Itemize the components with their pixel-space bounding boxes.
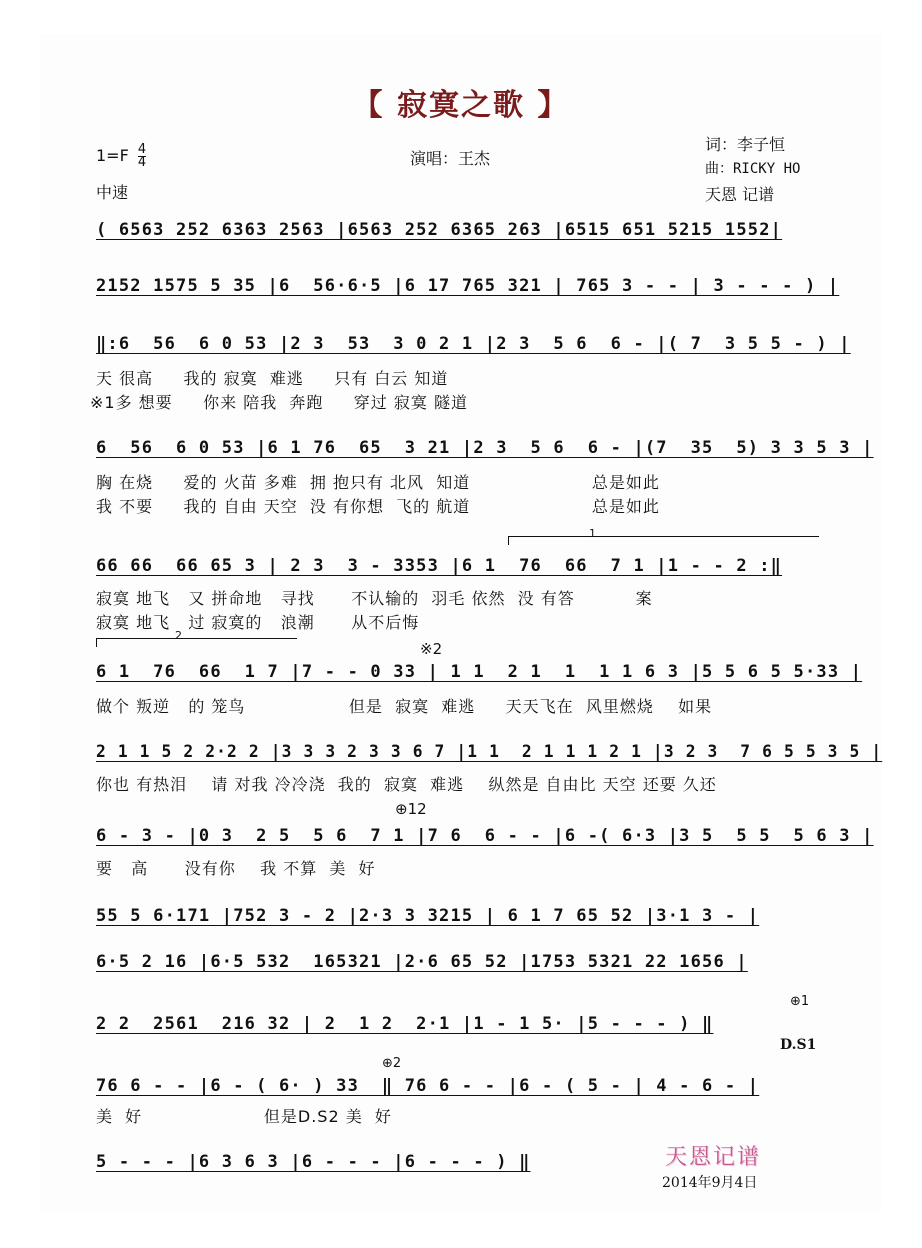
volta-2-label: 2 bbox=[175, 629, 182, 642]
lyric-line-3a: 天 很高 我的 寂寞 难逃 只有 白云 知道 bbox=[96, 369, 449, 388]
notation-line-8: 6 - 3 - |0 3 2 5 5 6 7 1 |7 6 6 - - |6 -( 6·3 |3 5 5 5 5 6 3 | bbox=[96, 826, 874, 846]
composer-credit: 曲：RICKY HO bbox=[705, 161, 801, 177]
lyric-line-4a: 胸 在烧 爱的 火苗 多难 拥 抱只有 北风 知道 总是如此 bbox=[96, 473, 660, 492]
dal-segno-1: D.S1 bbox=[780, 1037, 817, 1053]
scribe-credit: 天恩 记谱 bbox=[705, 185, 775, 204]
key-label: 1=F bbox=[96, 146, 129, 165]
scribe-stamp: 天恩记谱 bbox=[665, 1145, 762, 1170]
coda-2-mark: ⊕2 bbox=[382, 1056, 402, 1071]
singer-credit: 演唱：王杰 bbox=[410, 149, 491, 168]
key-signature bbox=[96, 144, 146, 169]
notation-line-5: 66 66 66 65 3 | 2 3 3 - 3353 |6 1 76 66 7 1 |1 - - 2 :‖ bbox=[96, 556, 783, 576]
lyric-line-5b: 寂寞 地飞 过 寂寞的 浪潮 从不后悔 bbox=[96, 613, 420, 632]
volta-bracket-1 bbox=[508, 527, 819, 545]
notation-line-1: ( 6563 252 6363 2563 |6563 252 6365 263 |6515 651 5215 1552| bbox=[96, 220, 783, 240]
volta-1-label: 1 bbox=[589, 527, 596, 540]
notation-line-9: 55 5 6·171 |752 3 - 2 |2·3 3 3215 | 6 1 7 65 52 |3·1 3 - | bbox=[96, 906, 760, 926]
notation-line-10: 6·5 2 16 |6·5 532 165321 |2·6 65 52 |1753 5321 22 1656 | bbox=[96, 952, 748, 972]
lyric-line-7: 你也 有热泪 请 对我 冷冷浇 我的 寂寞 难逃 纵然是 自由比 天空 还要 久还 bbox=[96, 775, 717, 794]
notation-line-6: 6 1 76 66 1 7 |7 - - 0 33 | 1 1 2 1 1 1 1 6 3 |5 5 6 5 5·33 | bbox=[96, 662, 863, 682]
coda-1-mark: ⊕1 bbox=[790, 994, 810, 1009]
lyric-line-3b: ※1多 想要 你来 陪我 奔跑 穿过 寂寞 隧道 bbox=[90, 393, 468, 412]
lyric-line-5a: 寂寞 地飞 又 拼命地 寻找 不认输的 羽毛 依然 没 有答 案 bbox=[96, 589, 653, 608]
lyric-line-6: 做个 叛逆 的 笼鸟 但是 寂寞 难逃 天天飞在 风里燃烧 如果 bbox=[96, 697, 713, 716]
segno-2-mark: ※2 bbox=[420, 640, 443, 658]
volta-bracket-2 bbox=[96, 629, 297, 647]
notation-line-3: ‖:6 56 6 0 53 |2 3 53 3 0 2 1 |2 3 5 6 6 - |( 7 3 5 5 - ) | bbox=[96, 334, 851, 354]
notation-line-2: 2152 1575 5 35 |6 56·6·5 |6 17 765 321 | 765 3 - - | 3 - - - ) | bbox=[96, 276, 840, 296]
notation-line-4: 6 56 6 0 53 |6 1 76 65 3 21 |2 3 5 6 6 - |(7 35 5) 3 3 5 3 | bbox=[96, 438, 874, 458]
date-label: 2014年9月4日 bbox=[662, 1175, 758, 1191]
notation-line-12: 76 6 - - |6 - ( 6· ) 33 ‖ 76 6 - - |6 - ( 5 - | 4 - 6 - | bbox=[96, 1076, 760, 1096]
notation-line-13: 5 - - - |6 3 6 3 |6 - - - |6 - - - ) ‖ bbox=[96, 1152, 531, 1172]
time-signature bbox=[138, 144, 146, 169]
coda-12-mark: ⊕12 bbox=[395, 800, 427, 818]
time-denominator: 4 bbox=[137, 155, 147, 170]
tempo-label: 中速 bbox=[96, 183, 129, 202]
time-numerator: 4 bbox=[137, 142, 147, 157]
lyric-line-12: 美 好 但是D.S2 美 好 bbox=[96, 1107, 392, 1126]
lyric-line-8: 要 高 没有你 我 不算 美 好 bbox=[96, 859, 376, 878]
notation-line-11: 2 2 2561 216 32 | 2 1 2 2·1 |1 - 1 5· |5 - - - ) ‖ bbox=[96, 1014, 714, 1034]
notation-line-7: 2 1 1 5 2 2·2 2 |3 3 3 2 3 3 6 7 |1 1 2 1 1 1 2 1 |3 2 3 7 6 5 5 3 5 | bbox=[96, 742, 883, 762]
song-title: 【 寂寞之歌 】 bbox=[352, 88, 570, 123]
lyric-line-4b: 我 不要 我的 自由 天空 没 有你想 飞的 航道 总是如此 bbox=[96, 497, 660, 516]
lyricist-credit: 词：李子恒 bbox=[705, 135, 786, 154]
